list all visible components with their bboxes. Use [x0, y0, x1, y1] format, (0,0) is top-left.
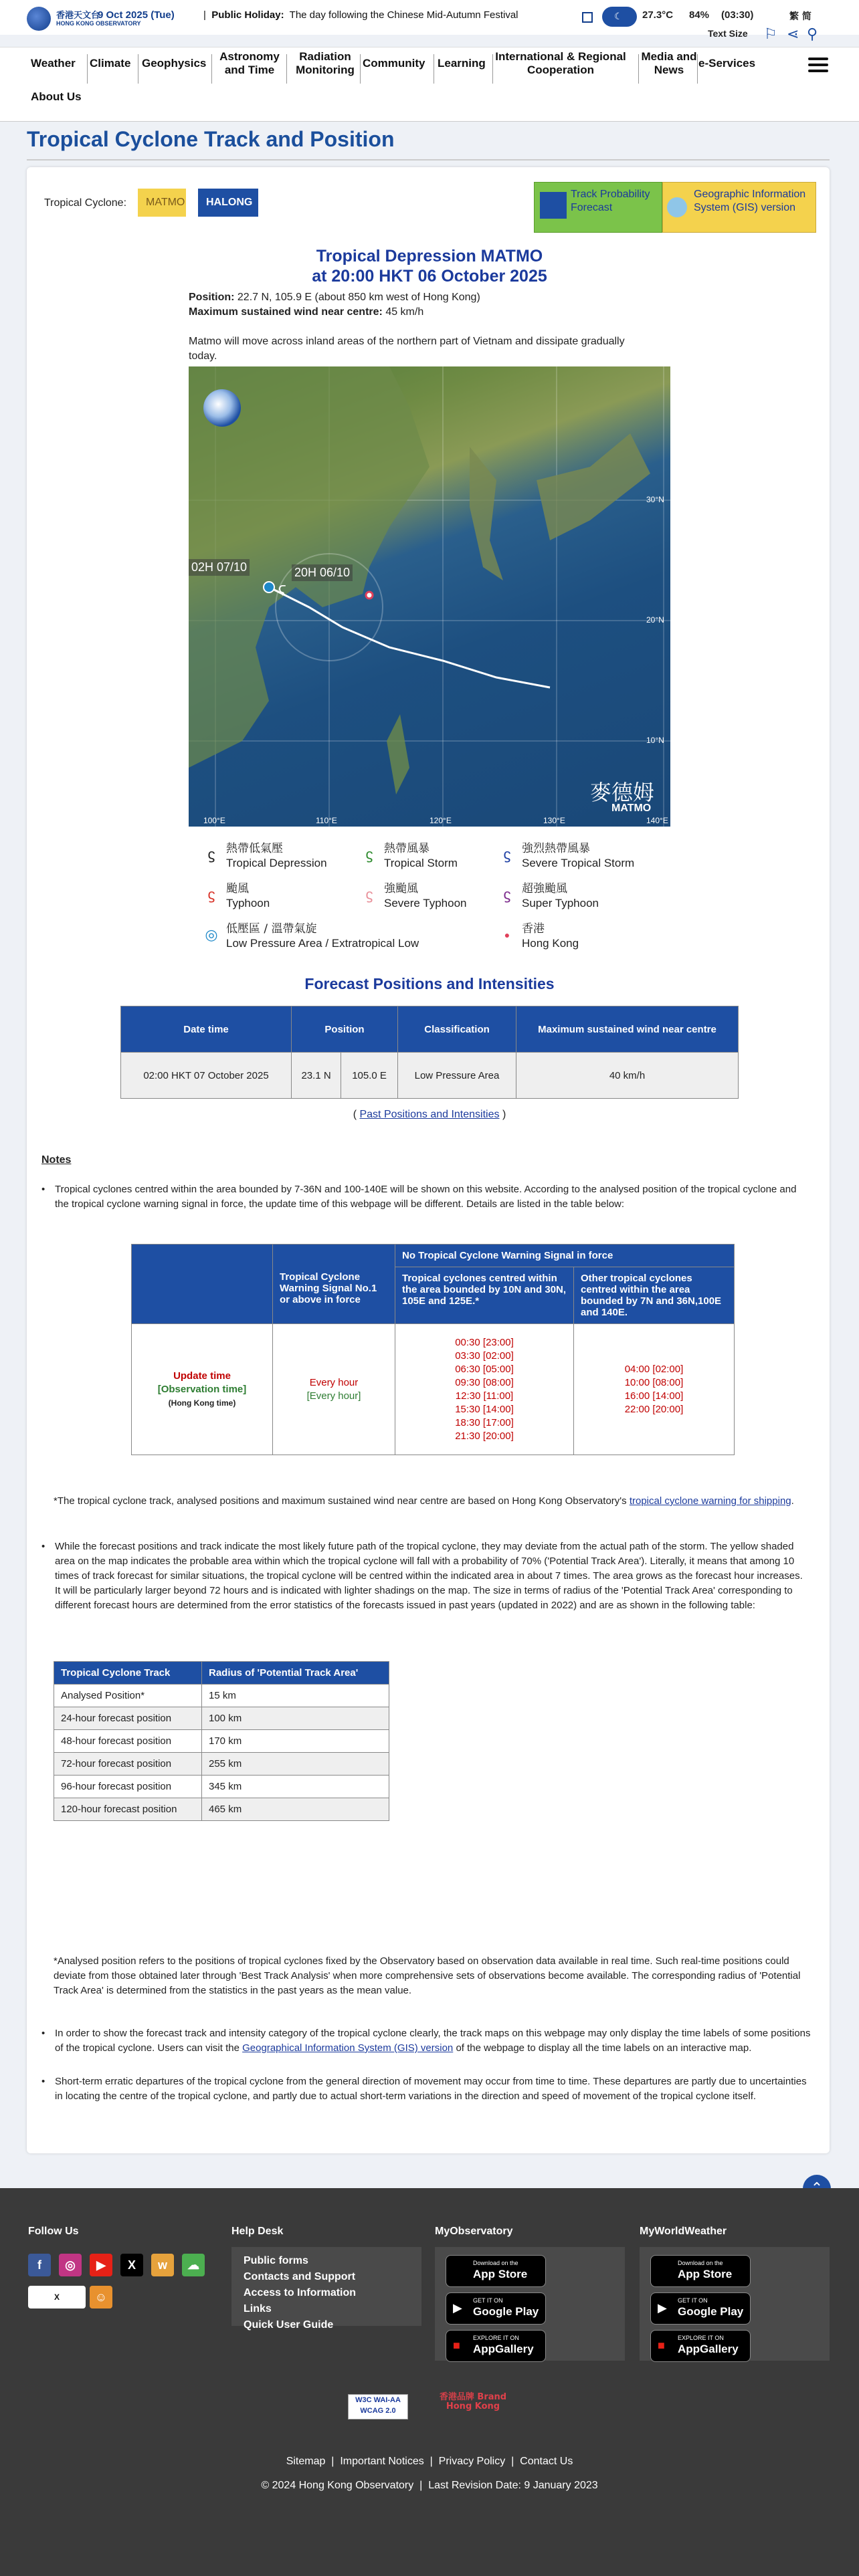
current-date: 9 Oct 2025 (Tue) [98, 9, 175, 21]
position-value: 22.7 N, 105.9 E (about 850 km west of Hong Kong) [237, 292, 480, 303]
lon-label-130: 130°E [543, 816, 565, 825]
header-datetime: Date time [121, 1006, 292, 1053]
every-hour-obs: [Every hour] [306, 1390, 361, 1402]
weather-icon: ☾ [614, 11, 623, 21]
low-pressure-icon: ◎ [205, 926, 218, 943]
myobservatory-heading: MyObservatory [435, 2226, 513, 2237]
legend-severe-typhoon [365, 881, 467, 911]
forecast-table [120, 1006, 739, 1099]
update-time-label-3: (Hong Kong time) [168, 1398, 236, 1408]
links-link[interactable]: Links [244, 2303, 272, 2315]
hko-logo-icon[interactable] [27, 7, 51, 31]
notes-heading: Notes [41, 1154, 72, 1166]
legend-en: Severe Typhoon [384, 897, 467, 909]
menu-icon[interactable] [808, 54, 828, 76]
legend-tropical-depression [207, 841, 327, 871]
wcag-badge[interactable]: W3C WAI-AA WCAG 2.0 [348, 2394, 408, 2420]
update-time-label [132, 1324, 273, 1455]
top-bar [0, 0, 859, 42]
map-time-label-2: 20H 06/10 [292, 564, 353, 581]
rain-gauge-icon[interactable] [582, 12, 593, 23]
header-no-signal: No Tropical Cyclone Warning Signal in force [395, 1245, 735, 1267]
logo-text-cn: 香港天文台 [56, 11, 100, 21]
x-ms-account-icon[interactable]: X [28, 2286, 86, 2309]
facebook-icon[interactable]: f [28, 2254, 51, 2276]
lon-label-120: 120°E [430, 816, 452, 825]
past-link-open: ( [353, 1109, 357, 1120]
temperature: 27.3°C [642, 9, 674, 21]
globe-icon [667, 197, 687, 217]
store-name: App Store [678, 2268, 733, 2280]
legend-low-pressure [205, 922, 419, 951]
legend-tropical-storm [365, 841, 458, 871]
lon-label-100: 100°E [203, 816, 225, 825]
contacts-support-link[interactable]: Contacts and Support [244, 2271, 356, 2282]
track-probability-label: Track Probability Forecast [571, 189, 650, 213]
holiday-notice: | Public Holiday: The day following the Chinese Mid-Autumn Festival [203, 9, 518, 21]
past-link-close: ) [502, 1109, 506, 1120]
legend-en: Severe Tropical Storm [522, 857, 635, 869]
legend-cn: 香港 [522, 922, 545, 936]
map-graphics [189, 366, 670, 827]
header-wind: Maximum sustained wind near centre [516, 1006, 739, 1053]
inner-time: 03:30 [02:00] [455, 1350, 514, 1362]
tab-halong[interactable]: HALONG [198, 189, 258, 217]
legend-en: Typhoon [226, 897, 270, 909]
radius-track: 48-hour forecast position [54, 1730, 202, 1753]
legend-cn: 熱帶風暴 [384, 842, 430, 855]
analysed-position-note: *Analysed position refers to the positions of tropical cyclones fixed by the Observatory based on observation data available in real time. Such real-time positions could deviate from those obtained later through 'Best Track Analysis' when more comprehensive sets of observations become available. The corresponding radius of 'Potential Track Area' is determined from the statistics in the past years as the mean value. [54, 1955, 801, 1996]
help-desk-heading: Help Desk [231, 2226, 284, 2237]
every-hour: Every hour [309, 1376, 359, 1388]
tropical-cyclone-label: Tropical Cyclone: [44, 197, 127, 209]
google-play-icon: ▶ [658, 2301, 667, 2315]
nav-climate[interactable]: Climate [90, 57, 131, 70]
map-storm-name-cn: 麥德姆 [590, 780, 655, 805]
note-3 [41, 2026, 811, 2056]
note-4: • Short-term erratic departures of the tropical cyclone from the general direction of movement may occur from time to time. These departures are partly due to uncertainties in locating the centre of the tropical cyclone, and partly due to actual short-term variations in the direction and speed of movement of the tropical cyclone itself. [41, 2074, 811, 2104]
nav-media[interactable]: Media and News [641, 50, 697, 76]
position-line [189, 292, 480, 304]
huawei-icon: ■ [658, 2339, 665, 2352]
nav-international[interactable]: International & Regional Cooperation [495, 50, 626, 76]
footer [0, 2188, 859, 2576]
radius-table [54, 1661, 389, 1821]
search-icon[interactable]: ⚲ [807, 25, 818, 42]
outer-time: 10:00 [08:00] [624, 1376, 684, 1388]
outer-update-cell [574, 1324, 735, 1455]
tropical-depression-icon: ϛ [207, 846, 215, 863]
signal-update-cell [273, 1324, 395, 1455]
nav-geophysics[interactable]: Geophysics [142, 57, 207, 70]
outer-time: 04:00 [02:00] [624, 1363, 684, 1375]
weather-toggle[interactable] [602, 7, 637, 27]
lat-label-20: 20°N [646, 615, 664, 625]
privacy-policy-link[interactable]: Privacy Policy [438, 2456, 506, 2467]
store-caption: GET IT ON [473, 2297, 503, 2304]
hong-kong-dot-icon: ● [504, 930, 510, 940]
store-caption: GET IT ON [678, 2297, 708, 2304]
map-time-label-1: 02H 07/10 [189, 559, 250, 576]
legend-cn: 低壓區 / 溫帶氣旋 [226, 922, 317, 936]
track-probability-button[interactable] [534, 182, 662, 233]
radius-value: 100 km [202, 1707, 389, 1730]
nav-about[interactable]: About Us [31, 90, 82, 103]
severe-tropical-storm-icon: ϛ [503, 846, 511, 863]
store-caption: EXPLORE IT ON [473, 2335, 519, 2341]
myworldweather-heading: MyWorldWeather [640, 2226, 727, 2237]
table-row [121, 1053, 739, 1099]
lat-label-10: 10°N [646, 736, 664, 745]
radius-header-track: Tropical Cyclone Track [54, 1662, 202, 1685]
update-time-table [131, 1244, 735, 1455]
radius-header-radius: Radius of 'Potential Track Area' [202, 1662, 389, 1685]
lon-label-140: 140°E [646, 816, 668, 825]
cell-lat: 23.1 N [292, 1053, 341, 1099]
google-play-button[interactable] [650, 2292, 751, 2325]
radius-value: 15 km [202, 1685, 389, 1707]
radius-value: 345 km [202, 1776, 389, 1798]
holiday-text: The day following the Chinese Mid-Autumn Festival [289, 9, 518, 21]
share-icon[interactable]: ⋖ [787, 25, 799, 42]
storm-time: at 20:00 HKT 06 October 2025 [312, 267, 547, 286]
inner-time: 15:30 [14:00] [455, 1403, 514, 1415]
store-caption: Download on the [678, 2260, 723, 2266]
huawei-icon: ■ [453, 2339, 460, 2352]
text-size-label[interactable]: Text Size [708, 28, 748, 39]
legend-cn: 超強颱風 [522, 882, 567, 895]
gis-version-link[interactable]: Geographical Information System (GIS) version [242, 2042, 454, 2054]
shipping-warning-link[interactable]: tropical cyclone warning for shipping [629, 1495, 791, 1507]
nav-eservices[interactable]: e-Services [698, 57, 756, 70]
access-info-link[interactable]: Access to Information [244, 2287, 357, 2298]
note-3-tail: of the webpage to display all the time labels on an interactive map. [456, 2042, 752, 2054]
philippines-land [387, 714, 409, 794]
radius-track: 96-hour forecast position [54, 1776, 202, 1798]
main-nav [0, 47, 859, 122]
app-store-button[interactable] [650, 2255, 751, 2287]
legend-hong-kong [504, 922, 579, 951]
nav-divider [286, 54, 287, 84]
header-classification: Classification [398, 1006, 516, 1053]
track-map[interactable] [189, 366, 670, 827]
google-play-icon: ▶ [453, 2301, 462, 2315]
humidity: 84% [689, 9, 710, 21]
update-time-label-1: Update time [173, 1370, 231, 1382]
contact-us-link[interactable]: Contact Us [520, 2456, 573, 2467]
hong-kong-marker [366, 592, 373, 599]
outer-time: 22:00 [20:00] [624, 1403, 684, 1415]
update-time-label-2: [Observation time] [157, 1383, 247, 1395]
app-gallery-button[interactable] [650, 2330, 751, 2362]
header-position: Position [292, 1006, 398, 1053]
radius-track: Analysed Position* [54, 1685, 202, 1707]
probability-map-icon [540, 192, 567, 219]
legend-en: Hong Kong [522, 937, 579, 950]
footer-links: Sitemap | Important Notices | Privacy Policy | Contact Us [286, 2456, 573, 2467]
footnote-period: . [791, 1495, 794, 1507]
nav-radiation[interactable]: Radiation Monitoring [296, 50, 355, 76]
legend-en: Super Typhoon [522, 897, 599, 909]
radius-track: 24-hour forecast position [54, 1707, 202, 1730]
severe-typhoon-icon: ϛ [365, 886, 373, 903]
storm-title [189, 246, 670, 286]
typhoon-icon: ϛ [207, 886, 215, 903]
store-caption: Download on the [473, 2260, 518, 2266]
wind-value: 45 km/h [385, 306, 424, 318]
legend-en: Low Pressure Area / Extratropical Low [226, 937, 419, 950]
title-divider [27, 159, 830, 160]
legend-typhoon [207, 881, 270, 911]
nav-divider [697, 54, 698, 84]
position-label: Position: [189, 292, 235, 303]
legend-super-typhoon [503, 881, 599, 911]
shipping-footnote [54, 1494, 809, 1509]
instagram-icon[interactable]: ◎ [59, 2254, 82, 2276]
radius-track: 120-hour forecast position [54, 1798, 202, 1821]
revision-date: Last Revision Date: 9 January 2023 [428, 2480, 598, 2491]
lat-label-30: 30°N [646, 495, 664, 504]
legend-cn: 強颱風 [384, 882, 418, 895]
store-caption: EXPLORE IT ON [678, 2335, 724, 2341]
cell-wind: 40 km/h [516, 1053, 739, 1099]
hko-map-logo-icon [203, 389, 241, 427]
wind-label: Maximum sustained wind near centre: [189, 306, 383, 318]
lon-label-110: 110°E [316, 816, 337, 825]
nav-divider [638, 54, 639, 84]
nav-astronomy[interactable]: Astronomy and Time [219, 50, 280, 76]
public-forms-link[interactable]: Public forms [244, 2255, 308, 2266]
inner-update-cell [395, 1324, 574, 1455]
google-play-button[interactable] [446, 2292, 546, 2325]
brand-hong-kong-logo[interactable]: 香港品牌 Brand Hong Kong [439, 2392, 507, 2411]
low-pressure-marker[interactable] [264, 582, 274, 593]
copyright-line: © 2024 Hong Kong Observatory | Last Revision Date: 9 January 2023 [261, 2480, 598, 2491]
update-header-empty [132, 1245, 273, 1324]
note-1: • Tropical cyclones centred within the area bounded by 7-36N and 100-140E will be shown on this website. According to the analysed position of the tropical cyclone and the tropical cyclone warning signal in force, the update time of this webpage will be different. Details are listed in the table below: [41, 1182, 811, 1212]
inner-time: 06:30 [05:00] [455, 1363, 514, 1375]
outer-time: 16:00 [14:00] [624, 1390, 684, 1402]
past-track-line [269, 587, 550, 687]
podcast-icon[interactable]: ☺ [90, 2286, 112, 2309]
table-row [54, 1685, 389, 1707]
storm-name: Tropical Depression MATMO [316, 247, 543, 265]
cell-classification: Low Pressure Area [398, 1053, 516, 1099]
nav-divider [211, 54, 212, 84]
app-gallery-button[interactable] [446, 2330, 546, 2362]
inner-time: 12:30 [11:00] [455, 1390, 514, 1402]
nav-divider [87, 54, 88, 84]
radius-value: 255 km [202, 1753, 389, 1776]
youtube-icon[interactable]: ▶ [90, 2254, 112, 2276]
nav-divider [492, 54, 493, 84]
map-storm-name-en: MATMO [611, 802, 652, 814]
nav-divider [360, 54, 361, 84]
cell-lon: 105.0 E [341, 1053, 398, 1099]
header-signal: Tropical Cyclone Warning Signal No.1 or above in force [273, 1245, 395, 1324]
storm-description: Matmo will move across inland areas of the northern part of Vietnam and dissipate gradually today. [189, 336, 625, 362]
store-name: AppGallery [473, 2343, 534, 2355]
inner-time: 21:30 [20:00] [455, 1430, 514, 1442]
header-outer-area: Other tropical cyclones centred within the area bounded by 7N and 36N,100E and 140E. [574, 1267, 735, 1324]
language-switch[interactable]: 繁 简 [789, 11, 812, 22]
note-2: • While the forecast positions and track indicate the most likely future path of the tropical cyclone, they may deviate from the actual path of the storm. The yellow shaded area on the map indicates the probable area within which the tropical cyclone will fall with a probability of 70% ('Potential Track Area'). Literally, it means that among 10 times of track forecast for similar situations, the tropical cyclone will be centred within the indicated area in about 7 times. The area grows as the forecast hour increases. It will be particularly larger beyond 72 hours and is indicated with lighter shadings on the map. The size in terms of radius of the 'Potential Track Area' corresponding to different forecast hours are determined from the error statistics of the forecasts issued in past years (updated in 2022) and are as shown in the following table: [41, 1539, 811, 1613]
tropical-depression-marker[interactable]: ϛ [278, 580, 286, 596]
store-name: Google Play [473, 2305, 539, 2318]
inner-time: 00:30 [23:00] [455, 1336, 514, 1348]
korea-land [470, 447, 503, 580]
inner-time: 09:30 [08:00] [455, 1376, 514, 1388]
weibo-icon[interactable]: w [151, 2254, 174, 2276]
wechat-icon[interactable]: ☁ [182, 2254, 205, 2276]
past-positions-line [120, 1109, 739, 1121]
forecast-title: Forecast Positions and Intensities [304, 975, 555, 992]
tropical-storm-icon: ϛ [365, 846, 373, 863]
observation-time: (03:30) [721, 9, 754, 21]
table-row [54, 1798, 389, 1821]
sitemap-link[interactable]: Sitemap [286, 2456, 326, 2467]
legend-en: Tropical Depression [226, 857, 327, 869]
important-notices-link[interactable]: Important Notices [340, 2456, 424, 2467]
logo-text-en: HONG KONG OBSERVATORY [56, 20, 141, 27]
app-store-button[interactable] [446, 2255, 546, 2287]
table-row [54, 1753, 389, 1776]
x-twitter-icon[interactable]: X [120, 2254, 143, 2276]
quick-user-guide-link[interactable]: Quick User Guide [244, 2319, 334, 2331]
super-typhoon-icon: ϛ [503, 886, 511, 903]
radius-track: 72-hour forecast position [54, 1753, 202, 1776]
tab-matmo[interactable]: MATMO [138, 189, 186, 217]
table-row [54, 1776, 389, 1798]
table-row [54, 1707, 389, 1730]
bookmark-icon[interactable]: ⚐ [764, 25, 777, 42]
legend-cn: 颱風 [226, 882, 249, 895]
nav-learning[interactable]: Learning [438, 57, 486, 70]
inner-time: 18:30 [17:00] [455, 1416, 514, 1428]
store-name: Google Play [678, 2305, 744, 2318]
holiday-label: Public Holiday: [211, 9, 284, 21]
follow-us-heading: Follow Us [28, 2226, 79, 2237]
cell-datetime: 02:00 HKT 07 October 2025 [121, 1053, 292, 1099]
gis-version-label: Geographic Information System (GIS) version [694, 189, 806, 213]
store-name: App Store [473, 2268, 528, 2280]
header-inner-area: Tropical cyclones centred within the area bounded by 10N and 30N, 105E and 125E.* [395, 1267, 574, 1324]
legend-severe-tropical-storm [503, 841, 635, 871]
copyright: © 2024 Hong Kong Observatory [261, 2480, 414, 2491]
wind-line [189, 306, 423, 318]
table-row [54, 1730, 389, 1753]
radius-value: 465 km [202, 1798, 389, 1821]
store-name: AppGallery [678, 2343, 739, 2355]
radius-value: 170 km [202, 1730, 389, 1753]
nav-weather[interactable]: Weather [31, 57, 76, 70]
page-title: Tropical Cyclone Track and Position [27, 127, 395, 151]
legend-en: Tropical Storm [384, 857, 458, 869]
legend-cn: 熱帶低氣壓 [226, 842, 283, 855]
past-positions-link[interactable]: Past Positions and Intensities [359, 1109, 500, 1120]
gis-version-button[interactable] [662, 182, 816, 233]
note-3-text: In order to show the forecast track and intensity category of the tropical cyclone clearly, the track maps on this webpage may only display the time labels of some positions of the tropical cyclone. Users can visit the [55, 2028, 811, 2054]
footnote-text: *The tropical cyclone track, analysed positions and maximum sustained wind near centre are based on Hong Kong Observatory's [54, 1495, 627, 1507]
legend-cn: 強烈熱帶風暴 [522, 842, 590, 855]
japan-land [537, 433, 650, 540]
nav-community[interactable]: Community [363, 57, 425, 70]
